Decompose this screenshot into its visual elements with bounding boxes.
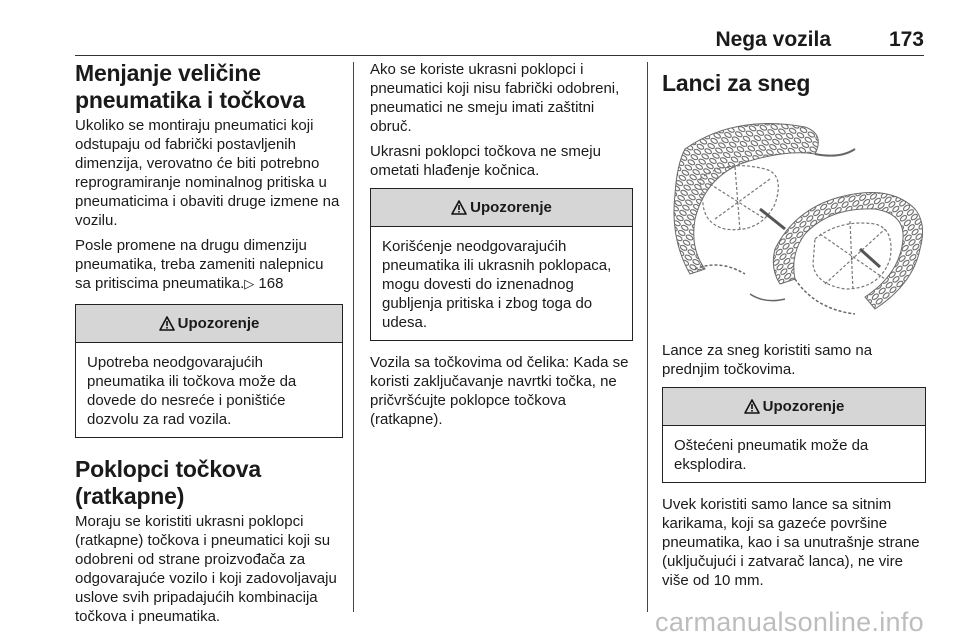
- heading-tire-size-change: Menjanje veličine pneumatika i točkova: [75, 60, 305, 113]
- paragraph: [75, 236, 343, 293]
- warning-text: Upotreba neodgovarajućih pneumatika ili točkova može da dovede do nesreće i poništiće dozvolu za rad vozila.: [87, 354, 297, 428]
- paragraph: Moraju se koristiti ukrasni poklopci (ratkapne) točkova i pneumatici koji su odobreni od strane proizvođača za odgovarajuće vozilo i koji zadovoljavaju uslove svih pripadajućih kombinacija točkova i pneumatika.: [75, 513, 337, 625]
- warning-triangle-icon: [159, 316, 175, 331]
- paragraph-text: Posle promene na drugu dimenziju pneumatika, treba zameniti nalepnicu sa pritiscima pneumatika.: [75, 237, 324, 292]
- warning-box: [75, 304, 343, 438]
- warning-triangle-icon: [744, 399, 760, 414]
- page-number: 173: [888, 28, 924, 51]
- warning-box: [662, 387, 926, 483]
- header-rule: [75, 55, 924, 56]
- heading-snow-chains: Lanci za sneg: [662, 70, 811, 96]
- paragraph: Vozila sa točkovima od čelika: Kada se koristi zaključavanje navrtki točka, ne pričvršćujte poklopce točkova (ratkapne).: [370, 354, 629, 428]
- paragraph: Ako se koriste ukrasni poklopci i pneumatici koji nisu fabrički odobreni, pneumatici ne smeju imati zaštitni obruč.: [370, 61, 620, 135]
- column-1: [75, 60, 343, 632]
- warning-text: Korišćenje neodgovarajućih pneumatika ili ukrasnih poklopaca, mogu dovesti do iznenadnog gubljenja pritiska i zbog toga do udesa.: [382, 238, 612, 331]
- warning-title: Upozorenje: [177, 315, 260, 332]
- reference-page-number: 168: [258, 275, 284, 292]
- column-divider: [353, 62, 354, 612]
- paragraph: Uvek koristiti samo lance sa sitnim karikama, koji sa gazeće površine pneumatika, kao i sa unutrašnje strane (uključujući i zatvarač lanca), ne vire više od 10 mm.: [662, 496, 920, 589]
- warning-title: Upozorenje: [762, 398, 845, 415]
- column-divider: [647, 62, 648, 612]
- warning-title: Upozorenje: [470, 199, 552, 216]
- snow-chains-illustration: [665, 109, 928, 327]
- page-reference[interactable]: [244, 275, 283, 292]
- column-3: [662, 60, 926, 596]
- warning-header: [371, 189, 632, 227]
- warning-header: [663, 388, 925, 426]
- page-header: [75, 22, 924, 52]
- paragraph: Lance za sneg koristiti samo na prednjim točkovima.: [662, 342, 873, 378]
- heading-wheel-covers: Poklopci točkova (ratkapne): [75, 456, 261, 509]
- warning-triangle-icon: [451, 200, 467, 215]
- warning-box: [370, 188, 633, 341]
- watermark: carmanualsonline.info: [655, 607, 924, 637]
- warning-text: Oštećeni pneumatik može da eksplodira.: [674, 437, 869, 473]
- section-title: Nega vozila: [715, 28, 831, 51]
- paragraph: Ukoliko se montiraju pneumatici koji odstupaju od fabrički postavljenih dimenzija, verovatno će biti potrebno reprogramiranje nominalnog pritiska u pneumaticima i obaviti druge izmene na vozilu.: [75, 117, 340, 229]
- column-2: [370, 60, 633, 435]
- warning-header: [76, 305, 342, 343]
- right-triangle-arrow-icon: ▷: [244, 276, 255, 291]
- paragraph: Ukrasni poklopci točkova ne smeju ometati hlađenje kočnica.: [370, 143, 601, 179]
